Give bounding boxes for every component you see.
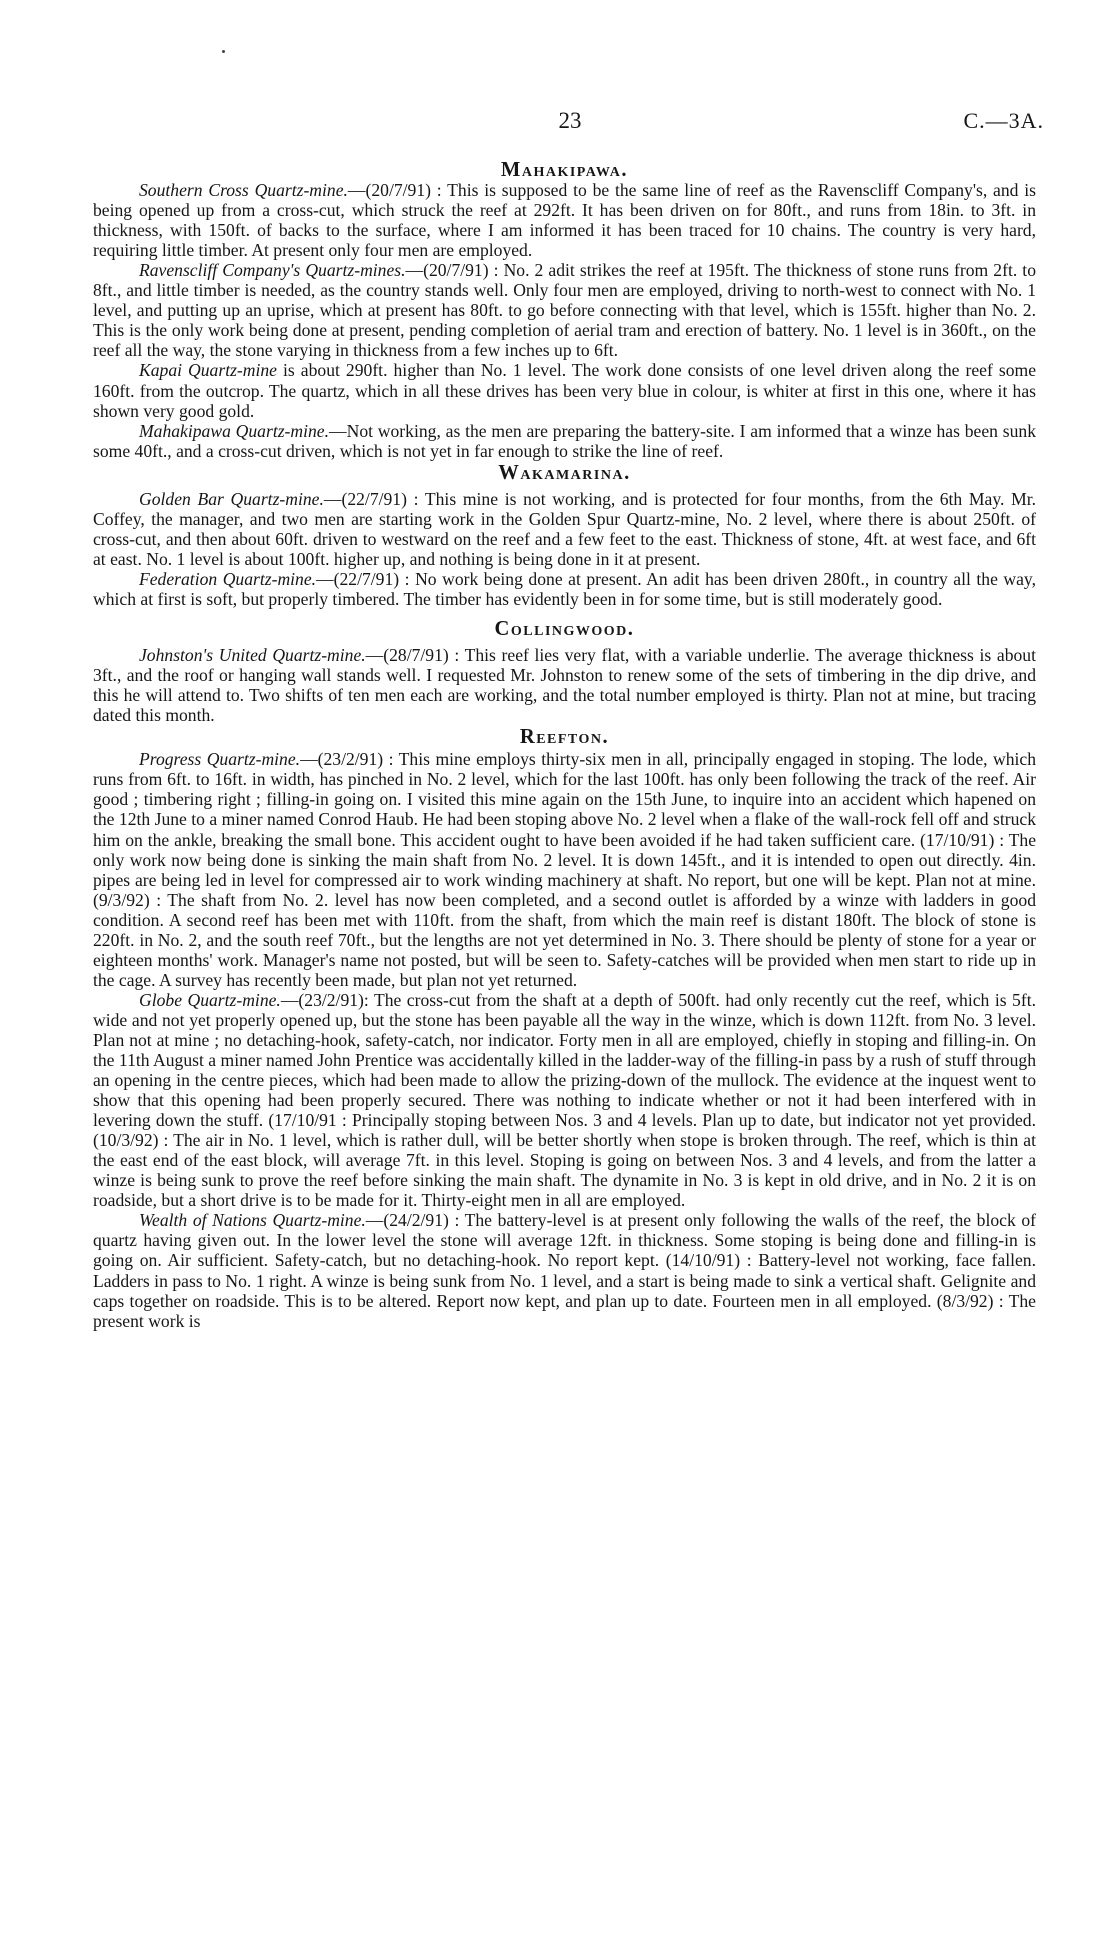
section-heading-wakamarina: Wakamarina. bbox=[498, 461, 631, 484]
section-heading-mahakipawa: Mahakipawa. bbox=[500, 159, 629, 181]
document-reference: C.—3A. bbox=[963, 108, 1044, 133]
paragraph-text: —(20/7/91) : No. 2 adit strikes the reef at 195ft. The thickness of stone runs from 2ft. to 8ft., and little timber is needed, as the country stands well. Only four men are employed, driving to north-west to connect with No. 1 level, and putting up an uprise, which at present has 80ft. to go before connecting with that level, which is 155ft. higher than No. 2. This is the only work being done at present, pending completion of aerial tram and erection of battery. No. 1 level is in 360ft., on the reef all the way, the stone varying in thickness from a few inches up to 6ft. bbox=[93, 260, 1036, 361]
paragraph-text: —Not working, as the men are preparing the battery-site. I am informed that a winze has been sunk some 40ft., and a cross-cut driven, which is not yet in far enough to strike the line of reef. bbox=[93, 420, 1036, 461]
mine-name: Southern Cross Quartz-mine. bbox=[139, 180, 348, 201]
mine-name: Johnston's United Quartz-mine. bbox=[139, 645, 366, 666]
paragraph-globe bbox=[93, 990, 1036, 1211]
paragraph-southern-cross bbox=[93, 180, 1036, 260]
paragraph-text: —(28/7/91) : This reef lies very flat, with a variable underlie. The average thickness is about 3ft., and the roof or hanging wall stands well. I requested Mr. Johnston to renew some of the sets of timbering in the dip drive, and this he will attend to. Two shifts of ten men each are working, and the total number employed is thirty. Plan not at mine, but tracing dated this month. bbox=[93, 645, 1036, 726]
paragraph-text: —(22/7/91) : No work being done at present. An adit has been driven 280ft., in country all the way, which at first is soft, but properly timbered. The timber has evidently been in for some time, but is still moderately good. bbox=[93, 568, 1036, 609]
section-heading-reefton: Reefton. bbox=[519, 726, 610, 749]
paragraph-text: —(24/2/91) : The battery-level is at present only following the walls of the reef, the block of quartz having given out. In the lower level the stone will average 12ft. in thickness. Some stoping is being done and filling-in is going on. Air sufficient. Safety-catch, but no detaching-hook. No report kept. (14/10/91) : Battery-level not working, face fallen. Ladders in pass to No. 1 right. A winze is being sunk from No. 1 level, and a start is being made to sink a vertical shaft. Gelignite and caps together on roadside. This is to be altered. Report now kept, and plan up to date. Fourteen men in all employed. (8/3/92) : The present work is bbox=[93, 1210, 1036, 1331]
paragraph-ravenscliff bbox=[93, 260, 1036, 360]
paragraph-text: is about 290ft. higher than No. 1 level. The work done consists of one level driven along the reef some 160ft. from the outcrop. The quartz, which in all these drives has been very blue in colour, is whiter at first in this one, where it has shown very good gold. bbox=[93, 360, 1036, 421]
mine-name: Golden Bar Quartz-mine. bbox=[139, 488, 324, 509]
mine-name: Ravenscliff Company's Quartz-mines. bbox=[139, 260, 406, 281]
paragraph-federation bbox=[93, 569, 1036, 609]
ink-speck bbox=[222, 50, 225, 53]
page-number: 23 bbox=[558, 108, 582, 133]
mine-name: Mahakipawa Quartz-mine. bbox=[139, 420, 330, 441]
paragraph-mahakipawa bbox=[93, 421, 1036, 461]
paragraph-wealth-of-nations bbox=[93, 1210, 1036, 1330]
paragraph-text: —(22/7/91) : This mine is not working, and is protected for four months, from the 6th May. Mr. Coffey, the manager, and two men are starting work in the Golden Spur Quartz-mine, No. 2 level, where there is about 250ft. of cross-cut, and then about 60ft. driven to westward on the reef and a few feet to the east. Thickness of stone, 4ft. at west face, and 6ft at east. No. 1 level is about 100ft. higher up, and nothing is being done in it at present. bbox=[93, 488, 1036, 569]
mine-name: Progress Quartz-mine. bbox=[139, 749, 301, 770]
mine-name: Globe Quartz-mine. bbox=[139, 989, 281, 1010]
paragraph-golden-bar bbox=[93, 489, 1036, 569]
page-body bbox=[93, 160, 1036, 1331]
paragraph-johnstons-united bbox=[93, 645, 1036, 725]
paragraph-text: —(23/2/91) : This mine employs thirty-six men in all, principally engaged in stoping. The lode, which runs from 6ft. to 16ft. in width, has pinched in No. 2 level, which for the last 100ft. has only been following the track of the reef. Air good ; timbering right ; filling-in going on. I visited this mine again on the 15th June, to inquire into an accident which hapened on the 12th June to a miner named Conrod Haub. He had been stoping above No. 2 level when a flake of the wall-rock fell off and struck him on the ankle, breaking the small bone. This accident ought to have been avoided if he had taken sufficient care. (17/10/91) : The only work now being done is sinking the main shaft from No. 2 level. It is down 145ft., and it is intended to open out directly. 4in. pipes are being led in level for compressed air to work winding machinery at shaft. No report, but one will be kept. Plan not at mine. (9/3/92) : The shaft from No. 2. level has now been completed, and a second outlet is afforded by a winze with ladders in good condition. A second reef has been met with 110ft. from the shaft, from which the main reef is distant 180ft. The block of stone is 220ft. in No. 2, and the south reef 70ft., but the lengths are not yet determined in No. 3. There should be plenty of stone for a year or eighteen months' work. Manager's name not posted, but will be seen to. Safety-catches will be provided when men start to ride up in the cage. A survey has recently been made, but plan not yet returned. bbox=[93, 749, 1037, 990]
paragraph-kapai bbox=[93, 360, 1036, 420]
mine-name: Wealth of Nations Quartz-mine. bbox=[139, 1210, 366, 1231]
paragraph-progress bbox=[93, 749, 1036, 990]
mine-name: Federation Quartz-mine. bbox=[139, 568, 317, 589]
paragraph-text: —(23/2/91): The cross-cut from the shaft at a depth of 500ft. had only recently cut the reef, which is 5ft. wide and not yet properly opened up, but the stone has been payable all the way in the winze, which is down 112ft. from No. 3 level. Plan not at mine ; no detaching-hook, safety-catch, nor indicator. Forty men in all are employed, chiefly in stoping and filling-in. On the 11th August a miner named John Prentice was accidentally killed in the ladder-way of the filling-in pass by a rush of stuff through an opening in the centre pieces, which had been made to allow the prizing-down of the mullock. The evidence at the inquest went to show that this opening had been properly secured. There was nothing to indicate whether or not it had been interfered with in levering down the stuff. (17/10/91 : Principally stoping between Nos. 3 and 4 levels. Plan up to date, but indicator not yet provided. (10/3/92) : The air in No. 1 level, which is rather dull, will be better shortly when stope is broken through. The reef, which is thin at the east end of the east block, will average 7ft. in this level. Stoping is going on between Nos. 3 and 4 levels, and from the latter a winze is being sunk to prove the reef before sinking the main shaft. The dynamite in No. 3 is kept in old drive, and in No. 2 it is on roadside, but a short drive is to be made for it. Thirty-eight men in all are employed. bbox=[93, 989, 1036, 1211]
mine-name: Kapai Quartz-mine bbox=[139, 360, 277, 381]
section-heading-collingwood: Collingwood. bbox=[494, 618, 635, 641]
paragraph-text: —(20/7/91) : This is supposed to be the same line of reef as the Ravenscliff Company's, and is being opened up from a cross-cut, which struck the reef at 292ft. It has been driven on for 80ft., and runs from 18in. to 3ft. in thickness, with 150ft. of backs to the surface, where I am informed it has been traced for 10 chains. The country is very hard, requiring little timber. At present only four men are employed. bbox=[93, 180, 1036, 261]
